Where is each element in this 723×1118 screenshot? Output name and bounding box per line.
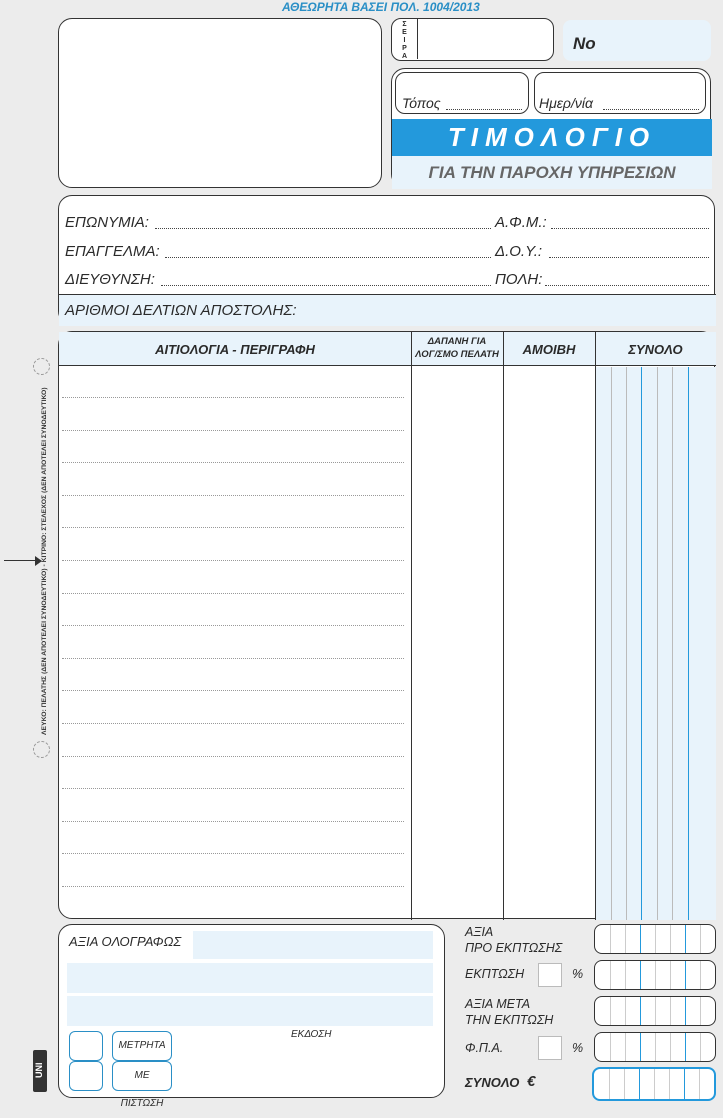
vat-percent-field[interactable] <box>538 1036 562 1060</box>
title-block <box>391 68 711 188</box>
total-box-subdivider <box>700 961 701 989</box>
discount-label: ΕΚΠΤΩΣΗ <box>465 967 525 981</box>
col-divider <box>503 332 504 920</box>
credit-label: ΜΕ ΠΙΣΤΩΣΗ <box>120 1070 164 1109</box>
total-box-subdivider <box>684 1069 685 1099</box>
col-expense-header <box>411 335 503 361</box>
discount-field[interactable] <box>594 960 716 990</box>
date-label: Ημερ/νία <box>539 95 593 111</box>
delivery-notes-label: ΑΡΙΘΜΟΙ ΔΕΛΤΙΩΝ ΑΠΟΣΤΟΛΗΣ: <box>65 302 297 319</box>
profession-field[interactable] <box>165 257 491 258</box>
place-label: Τόπος <box>402 95 441 111</box>
item-row[interactable] <box>62 593 404 594</box>
table-body[interactable] <box>59 367 411 920</box>
col-expense-line2: ΛΟΓ/ΣΜΟ ΠΕΛΑΤΗ <box>415 349 499 360</box>
total-box-subdivider <box>609 1069 610 1099</box>
amount-words-label: ΑΞΙΑ ΟΛΟΓΡΑΦΩΣ <box>69 934 182 949</box>
total-box-subdivider <box>699 1069 700 1099</box>
total-box-subdivider <box>669 1069 670 1099</box>
value-after-line2: ΤΗΝ ΕΚΠΤΩΣΗ <box>465 1013 554 1027</box>
col-expense-line1: ΔΑΠΑΝΗ ΓΙΑ <box>427 336 487 347</box>
place-dots <box>446 109 522 110</box>
total-box-subdivider <box>670 997 671 1025</box>
series-letter: Ρ <box>402 45 407 52</box>
value-before-label <box>465 924 562 956</box>
value-before-line1: ΑΞΙΑ <box>465 925 494 939</box>
delivery-notes-field[interactable] <box>59 294 716 326</box>
total-box-subdivider <box>655 997 656 1025</box>
credit-checkbox[interactable] <box>69 1061 103 1091</box>
total-subdivider <box>641 367 642 920</box>
total-box-subdivider <box>685 1033 686 1061</box>
title-band <box>392 119 712 156</box>
vat-field[interactable] <box>594 1032 716 1062</box>
total-box-subdivider <box>654 1069 655 1099</box>
item-row[interactable] <box>62 658 404 659</box>
total-box-subdivider <box>625 961 626 989</box>
issue-label: ΕΚΔΟΣΗ <box>291 1029 332 1040</box>
total-subdivider <box>672 367 673 920</box>
total-box-subdivider <box>685 925 686 953</box>
punch-hole-icon <box>33 741 50 758</box>
name-field[interactable] <box>155 228 491 229</box>
col-fee-header: ΑΜΟΙΒΗ <box>522 342 576 357</box>
item-row[interactable] <box>62 560 404 561</box>
discount-percent-sign: % <box>572 967 584 981</box>
value-after-label <box>465 996 553 1028</box>
col-total-header: ΣΥΝΟΛΟ <box>628 342 683 357</box>
copy-distribution-note: ΛΕΥΚΟ: ΠΕΛΑΤΗΣ (ΔΕΝ ΑΠΟΤΕΛΕΙ ΣΥΝΟΔΕΥΤΙΚΟ) - ΚΙΤΡΙΝΟ: ΣΤΕΛΕΧΟΣ (ΔΕΝ ΑΠΟΤΕΛΕΙ ΣΥΝΟΔΕΥΤΙΚΟ) <box>41 387 48 735</box>
profession-label: ΕΠΑΓΓΕΛΜΑ: <box>65 243 160 260</box>
item-row[interactable] <box>62 430 404 431</box>
doy-field[interactable] <box>549 257 709 258</box>
series-label-column <box>392 19 418 59</box>
total-box-subdivider <box>640 925 641 953</box>
series-letter: Ι <box>403 37 406 44</box>
afm-field[interactable] <box>551 228 709 229</box>
approval-text: ΑΘΕΩΡΗΤΑ ΒΑΣΕΙ ΠΟΛ. 1004/2013 <box>282 0 480 14</box>
item-row[interactable] <box>62 690 404 691</box>
date-dots <box>603 109 699 110</box>
number-label: No <box>573 34 596 53</box>
address-field[interactable] <box>161 285 491 286</box>
total-box-subdivider <box>655 961 656 989</box>
amount-words-line3[interactable] <box>67 996 433 1026</box>
cash-option[interactable] <box>112 1031 172 1061</box>
document-title: ΤΙΜΟΛΟΓΙΟ <box>447 122 657 152</box>
issuer-box[interactable] <box>58 18 382 188</box>
item-row[interactable] <box>62 821 404 822</box>
address-label: ΔΙΕΥΘΥΝΣΗ: <box>65 271 155 288</box>
brand-logo <box>33 1050 47 1092</box>
discount-percent-field[interactable] <box>538 963 562 987</box>
amount-words-line2[interactable] <box>67 963 433 993</box>
item-row[interactable] <box>62 723 404 724</box>
total-box-subdivider <box>655 925 656 953</box>
item-row[interactable] <box>62 462 404 463</box>
cash-checkbox[interactable] <box>69 1031 103 1061</box>
name-label: ΕΠΩΝΥΜΙΑ: <box>65 214 149 231</box>
credit-option[interactable] <box>112 1061 172 1109</box>
total-box-subdivider <box>685 961 686 989</box>
total-box-subdivider <box>670 961 671 989</box>
total-box-subdivider <box>625 1033 626 1061</box>
item-row[interactable] <box>62 756 404 757</box>
total-box-subdivider <box>610 961 611 989</box>
series-box[interactable] <box>391 18 554 61</box>
total-subdivider <box>688 367 689 920</box>
value-before-field[interactable] <box>594 924 716 954</box>
series-letter: Α <box>401 53 408 60</box>
total-box-subdivider <box>640 961 641 989</box>
number-box[interactable] <box>563 20 711 61</box>
amount-words-block <box>58 924 445 1109</box>
document-subtitle: ΓΙΑ ΤΗΝ ΠΑΡΟΧΗ ΥΠΗΡΕΣΙΩΝ <box>428 163 676 182</box>
total-box-subdivider <box>639 1069 640 1099</box>
value-after-line1: ΑΞΙΑ ΜΕΤΑ <box>465 997 531 1011</box>
total-box-subdivider <box>640 997 641 1025</box>
doy-label: Δ.Ο.Υ.: <box>495 243 543 260</box>
total-box-subdivider <box>610 997 611 1025</box>
arrow-right-icon <box>4 560 36 561</box>
item-row[interactable] <box>62 527 404 528</box>
total-subdivider <box>657 367 658 920</box>
total-box-subdivider <box>700 925 701 953</box>
total-box-subdivider <box>625 997 626 1025</box>
total-column-bg <box>596 367 716 920</box>
city-field[interactable] <box>545 285 709 286</box>
total-box-subdivider <box>640 1033 641 1061</box>
series-letter: Σ <box>402 21 407 28</box>
city-label: ΠΟΛΗ: <box>495 271 543 288</box>
date-field[interactable] <box>534 72 706 114</box>
item-row[interactable] <box>62 625 404 626</box>
total-box-subdivider <box>670 1033 671 1061</box>
currency-sign: € <box>527 1073 536 1090</box>
total-box-subdivider <box>700 1033 701 1061</box>
item-row[interactable] <box>62 397 404 398</box>
total-box-subdivider <box>685 997 686 1025</box>
value-before-line2: ΠΡΟ ΕΚΠΤΩΣΗΣ <box>465 941 563 955</box>
subtitle-band <box>392 156 712 189</box>
total-box-subdivider <box>624 1069 625 1099</box>
vat-percent-sign: % <box>572 1041 584 1055</box>
grand-total-label: ΣΥΝΟΛΟ <box>465 1075 520 1090</box>
brand-logo-text: UNI <box>34 1062 44 1078</box>
col-divider <box>411 332 412 920</box>
item-row[interactable] <box>62 495 404 496</box>
customer-block <box>58 195 715 325</box>
item-row[interactable] <box>62 788 404 789</box>
cash-label: ΜΕΤΡΗΤΑ <box>118 1040 166 1051</box>
value-after-field[interactable] <box>594 996 716 1026</box>
total-box-subdivider <box>610 1033 611 1061</box>
total-box-subdivider <box>655 1033 656 1061</box>
item-row[interactable] <box>62 853 404 854</box>
grand-total-field[interactable] <box>592 1067 716 1101</box>
col-description-header: ΑΙΤΙΟΛΟΓΙΑ - ΠΕΡΙΓΡΑΦΗ <box>155 342 315 357</box>
place-field[interactable] <box>395 72 529 114</box>
total-box-subdivider <box>610 925 611 953</box>
series-letter: Ε <box>402 29 407 36</box>
total-box-subdivider <box>670 925 671 953</box>
punch-hole-icon <box>33 358 50 375</box>
afm-label: Α.Φ.Μ.: <box>495 214 547 231</box>
item-row[interactable] <box>62 886 404 887</box>
amount-words-line1[interactable] <box>193 931 433 959</box>
total-box-subdivider <box>700 997 701 1025</box>
total-box-subdivider <box>625 925 626 953</box>
total-subdivider <box>626 367 627 920</box>
total-subdivider <box>611 367 612 920</box>
vat-label: Φ.Π.Α. <box>465 1041 504 1055</box>
